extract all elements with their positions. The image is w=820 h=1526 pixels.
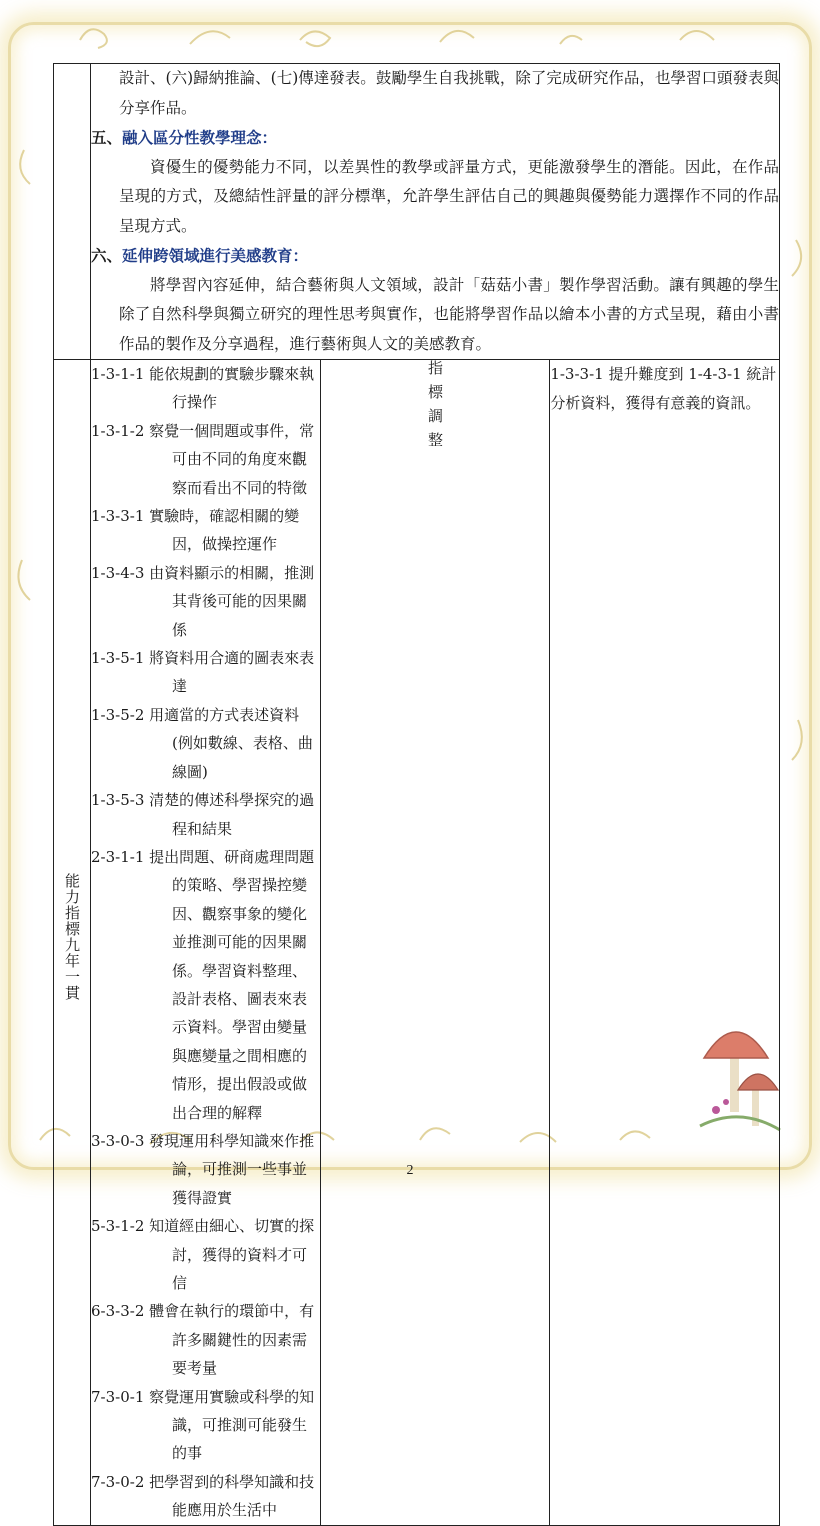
- list-item: 1-3-3-1 實驗時，確認相關的變因，做操控運作: [91, 507, 300, 554]
- adjustment-label-cell: [320, 360, 550, 1526]
- ability-indicator-label: 能力指標九年一貫: [63, 873, 81, 1002]
- section-number: 六、: [91, 246, 123, 265]
- section-number: 五、: [91, 128, 123, 147]
- list-item: 1-3-5-1 將資料用合適的圖表來表達: [91, 649, 315, 696]
- indicator-row-label: [54, 360, 91, 1526]
- table-row: [54, 360, 780, 1526]
- indicator-list: [91, 360, 321, 1526]
- list-item: 1-3-1-2 察覺一個問題或事件，常可由不同的角度來觀察而看出不同的特徵: [91, 421, 315, 497]
- section-body-6: 將學習內容延伸，結合藝術與人文領域，設計「菇菇小書」製作學習活動。讓有興趣的學生除了自然科學與獨立研究的理性思考與實作，也能將學習作品以繪本小書的方式呈現，藉由小書作品的製作及分享過程，進行藝術與人文的美感教育。: [119, 275, 779, 353]
- list-item: 2-3-1-1 提出問題、研商處理問題的策略、學習操控變因、觀察事象的變化並推測可能的因果關係。學習資料整理、設計表格、圖表來表示資料。學習由變量與應變量之間相應的情形，提出假設或做出合理的解釋: [91, 847, 315, 1122]
- table-row: [54, 64, 780, 360]
- list-item: 1-3-1-1 能依規劃的實驗步驟來執行操作: [91, 365, 315, 412]
- list-item: 6-3-3-2 體會在執行的環節中，有許多關鍵性的因素需要考量: [91, 1302, 315, 1378]
- list-item: 7-3-0-1 察覺運用實驗或科學的知識，可推測可能發生的事: [91, 1387, 315, 1463]
- section-title: 延伸跨領域進行美感教育：: [122, 246, 309, 265]
- list-item: 7-3-0-2 把學習到的科學知識和技能應用於生活中: [91, 1472, 315, 1520]
- page-number: 2: [406, 1163, 414, 1178]
- adjustment-text: 1-3-3-1 提升難度到 1-4-3-1 統計分析資料，獲得有意義的資訊。: [550, 360, 780, 1526]
- lesson-plan-table: [53, 63, 780, 1526]
- design-concept-cell: [91, 64, 780, 360]
- list-item: 1-3-4-3 由資料顯示的相關，推測其背後可能的因果關係: [91, 563, 315, 639]
- section-body-5: 資優生的優勢能力不同，以差異性的教學或評量方式，更能激發學生的潛能。因此，在作品呈現的方式，及總結性評量的評分標準，允許學生評估自己的興趣與優勢能力選擇作不同的作品呈現方式。: [119, 157, 779, 235]
- list-item: 1-3-5-2 用適當的方式表述資料(例如數線、表格、曲線圖): [91, 705, 313, 781]
- list-item: 1-3-5-3 清楚的傳述科學探究的過程和結果: [91, 791, 315, 838]
- row-label-empty: [54, 64, 91, 360]
- section-heading-5: [91, 123, 779, 153]
- list-item: 5-3-1-2 知道經由細心、切實的探討，獲得的資料才可信: [91, 1217, 315, 1292]
- section-heading-6: [91, 241, 779, 271]
- continuation-paragraph: 設計、(六)歸納推論、(七)傳達發表。鼓勵學生自我挑戰，除了完成研究作品，也學習口頭發表與分享作品。: [119, 69, 779, 117]
- section-title: 融入區分性教學理念：: [122, 128, 278, 147]
- indicator-adjustment-label: 指標調整: [425, 360, 444, 456]
- list-item: 3-3-0-3 發現運用科學知識來作推論，可推測一些事並獲得證實: [91, 1131, 315, 1207]
